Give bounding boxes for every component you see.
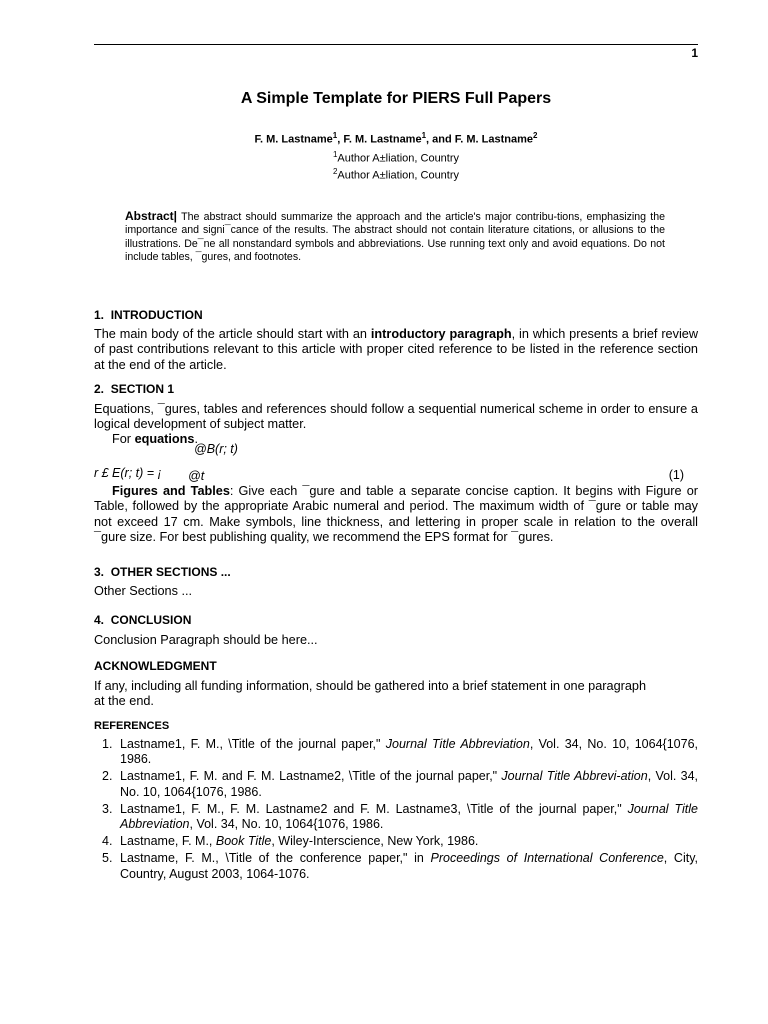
affiliation-sup: 2	[332, 167, 338, 176]
affiliation-text: Author A±liation, Country	[337, 169, 460, 182]
author-name: F. M. Lastname	[343, 133, 422, 146]
affiliation-sup: 1	[332, 150, 338, 159]
section-title: INTRODUCTION	[110, 308, 203, 322]
author-separator: ,	[337, 133, 344, 146]
author-sup: 1	[421, 131, 427, 140]
author-name: F. M. Lastname	[254, 133, 333, 146]
section1-paragraph: Equations, ¯gures, tables and references should follow a sequential numerical scheme in order to ensure a logical development of subject matter.	[94, 402, 698, 432]
text-run: .	[194, 432, 199, 446]
author-list	[94, 131, 698, 146]
acknowledgment-paragraph: If any, including all funding information, should be gathered into a brief statement in one paragraph at the end.	[94, 679, 647, 709]
author-sup: 1	[332, 131, 338, 140]
text-run: , Vol. 34, No. 10, 1064{1076, 1986.	[189, 817, 384, 832]
section-number: 3.	[94, 565, 105, 579]
reference-item	[94, 802, 698, 832]
intro-paragraph	[94, 327, 698, 373]
italic-text: Journal Title Abbrevi-ation	[501, 769, 648, 784]
paper-title: A Simple Template for PIERS Full Papers	[240, 90, 552, 107]
text-run: Lastname, F. M.,	[120, 834, 216, 849]
section-heading	[94, 382, 174, 396]
reference-item	[94, 737, 698, 767]
section-number: 2.	[94, 382, 105, 396]
text-run: Lastname1, F. M. and F. M. Lastname2, \Title of the journal paper,"	[120, 769, 502, 784]
abstract	[125, 210, 665, 264]
equations-intro	[112, 432, 512, 447]
italic-text: Journal Title Abbreviation	[120, 801, 698, 832]
section-heading	[94, 565, 231, 579]
section-title: SECTION 1	[110, 382, 175, 396]
text-run: The main body of the article should start with an	[94, 327, 371, 341]
acknowledgment-heading: ACKNOWLEDGMENT	[94, 659, 217, 673]
italic-text: Book Title	[215, 834, 272, 849]
author-separator: , and	[426, 133, 455, 146]
header-rule	[94, 44, 698, 45]
text-run: Lastname, F. M., \Title of the conference paper," in	[120, 851, 431, 866]
reference-number: 1.	[102, 737, 113, 751]
text-run: Lastname1, F. M., F. M. Lastname2 and F. M. Lastname3, \Title of the journal paper,"	[120, 801, 628, 816]
bold-text: introductory paragraph	[370, 327, 512, 341]
page-number: 1	[691, 46, 698, 60]
bold-text: equations	[134, 432, 195, 446]
reference-list	[94, 737, 698, 884]
section-number: 1.	[94, 308, 105, 322]
reference-number: 3.	[102, 801, 113, 816]
text-run: , Vol. 34, No. 10, 1064{1076, 1986.	[120, 769, 698, 799]
text-run: , City, Country, August 2003, 1064-1076.	[120, 851, 698, 881]
affiliation-text: Author A±liation, Country	[337, 152, 460, 165]
italic-text: Proceedings of International Conference	[430, 851, 664, 866]
references-heading: REFERENCES	[94, 720, 170, 732]
abstract-label: Abstract|	[125, 209, 178, 223]
text-run: , in which presents a brief review of past contributions relevant to this article with proper cited reference to be listed in the reference section at the end of the article.	[94, 327, 698, 372]
equation-lhs: r £ E(r; t) = ¡	[94, 466, 162, 480]
figures-tables-paragraph	[94, 484, 698, 546]
text-run: , Wiley-Interscience, New York, 1986.	[271, 834, 479, 849]
text-run: Lastname1, F. M., \Title of the journal paper,"	[120, 737, 386, 751]
reference-number: 4.	[102, 834, 113, 849]
abstract-text: The abstract should summarize the approach and the article's major contribu-tions, emphasizing the importance and signi¯cance of the results. The abstract should not contain literature citations, or allusions to the illustrations. De¯ne all nonstandard symbols and abbreviations. Use running text only and avoid equations. Do not include tables, ¯gures, and footnotes.	[125, 211, 665, 263]
reference-number: 5.	[102, 851, 113, 866]
equation-number: (1)	[668, 468, 684, 482]
equation-numerator: @B(r; t)	[194, 442, 238, 456]
section-heading	[94, 613, 191, 627]
reference-item	[94, 851, 698, 881]
reference-item	[94, 769, 698, 799]
reference-number: 2.	[102, 769, 113, 784]
text-run: , Vol. 34, No. 10, 1064{1076, 1986.	[120, 737, 698, 767]
section-heading	[94, 308, 203, 322]
bold-text: Figures and Tables	[112, 484, 230, 498]
conclusion-paragraph: Conclusion Paragraph should be here...	[94, 633, 318, 647]
text-run: For	[112, 432, 135, 446]
affiliation	[94, 150, 698, 165]
reference-item	[94, 834, 698, 849]
section-number: 4.	[94, 613, 105, 627]
section-title: CONCLUSION	[110, 613, 192, 627]
section-title: OTHER SECTIONS ...	[110, 565, 231, 579]
author-sup: 2	[533, 131, 538, 140]
italic-text: Journal Title Abbreviation	[385, 737, 530, 751]
author-name: F. M. Lastname	[454, 133, 534, 146]
equation-denominator: @t	[188, 469, 205, 483]
affiliation	[94, 167, 698, 182]
other-sections-paragraph: Other Sections ...	[94, 584, 193, 598]
text-run: : Give each ¯gure and table a separate concise caption. It begins with Figure or Table, followed by the appropriate Arabic numeral and period. The maximum width of ¯gure or table may not exceed 17 cm. Make symbols, line thickness, and lettering in proper scale in relation to the overall ¯gure size. For best publishing quality, we recommend the EPS format for ¯gures.	[94, 484, 698, 545]
